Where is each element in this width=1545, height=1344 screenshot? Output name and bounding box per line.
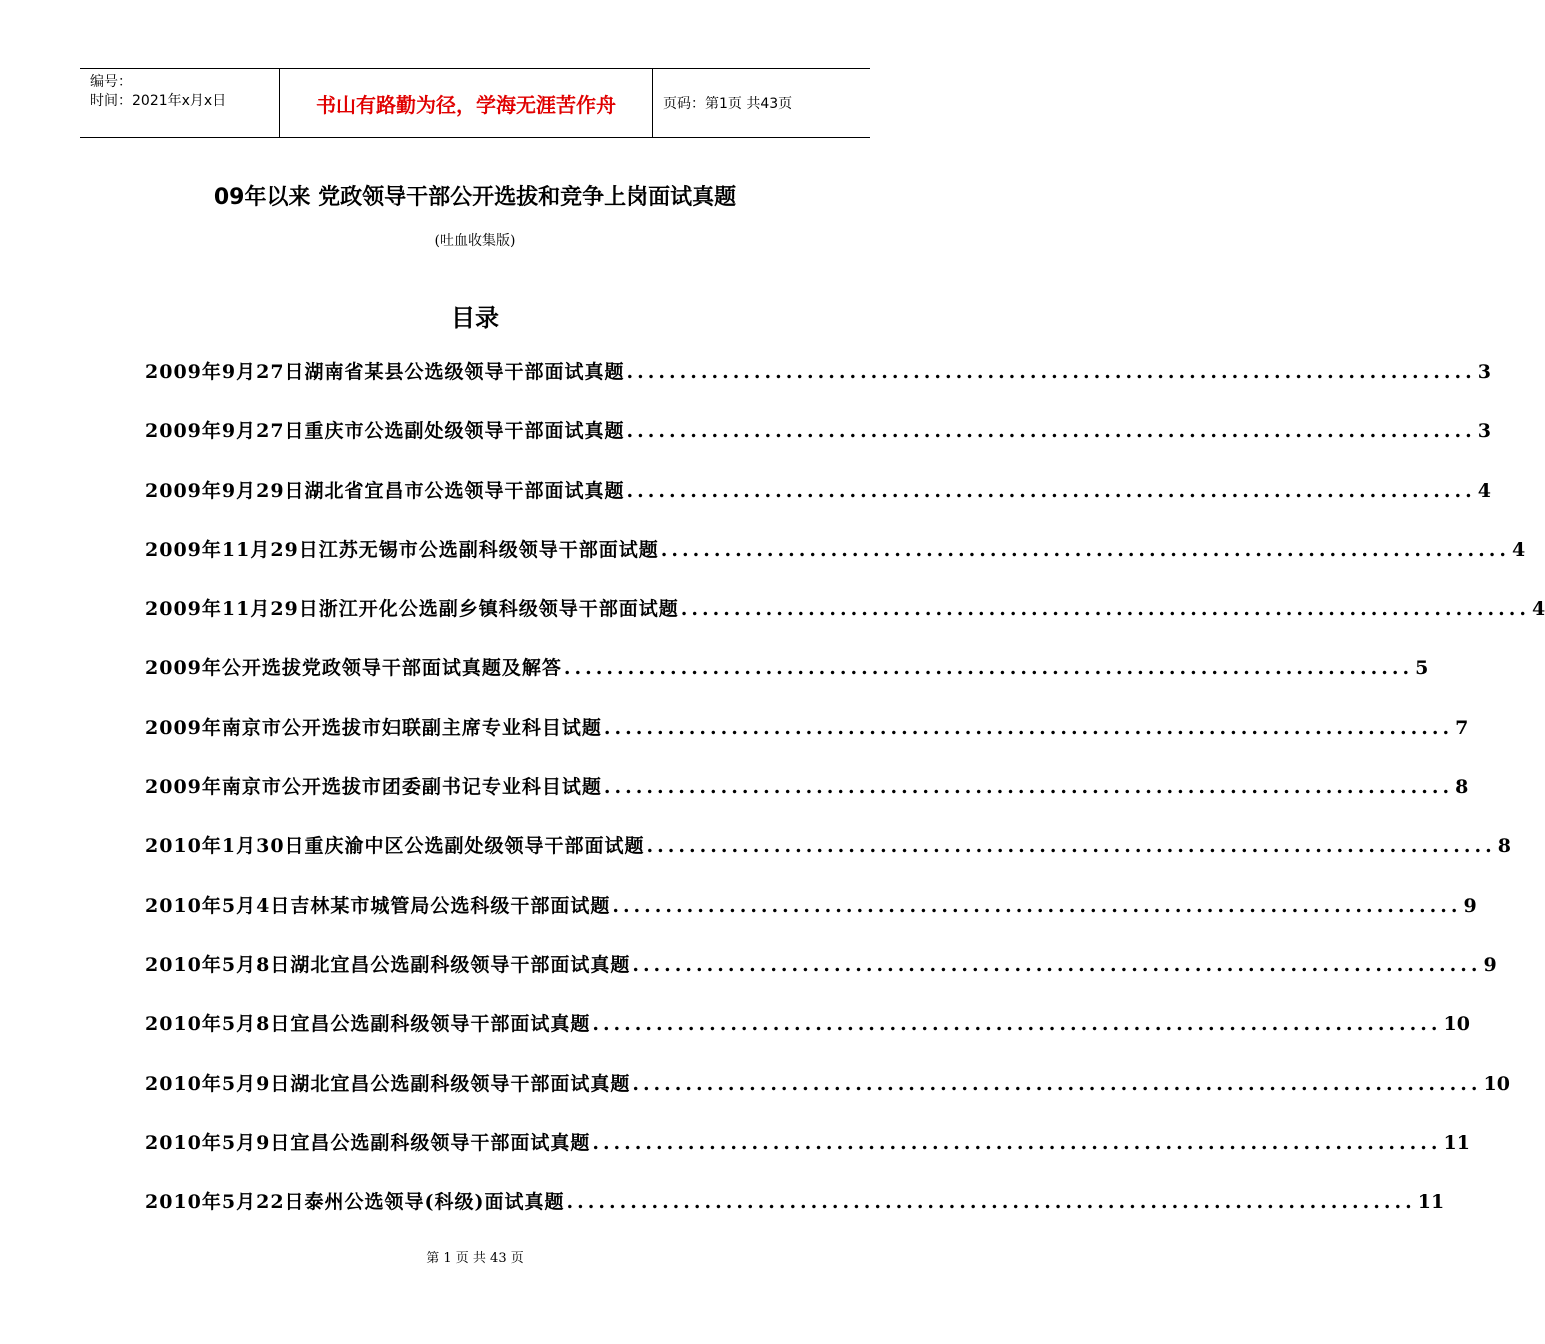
toc-entry-page: 8 (1455, 776, 1469, 799)
page-header (80, 68, 870, 138)
toc-entry[interactable] (145, 890, 1477, 949)
toc-entry[interactable] (145, 652, 1429, 711)
toc-entry[interactable] (145, 830, 1511, 889)
toc-entry-title: 2009年11月29日江苏无锡市公选副科级领导干部面试题 (145, 538, 659, 561)
table-of-contents (145, 356, 1545, 1245)
toc-leader-dots: ................................................................................ (680, 598, 1530, 621)
toc-entry-title: 2009年9月27日重庆市公选副处级领导干部面试真题 (145, 420, 625, 443)
toc-entry[interactable] (145, 475, 1491, 534)
time-label: 时间：2021年x月x日 (90, 93, 227, 109)
toc-entry-title: 2010年5月9日宜昌公选副科级领导干部面试真题 (145, 1131, 591, 1154)
toc-entry-title: 2009年9月29日湖北省宜昌市公选领导干部面试真题 (145, 479, 625, 502)
toc-entry-page: 4 (1511, 538, 1526, 561)
toc-entry-title: 2009年11月29日浙江开化公选副乡镇科级领导干部面试题 (145, 598, 679, 621)
toc-entry-title: 2009年9月27日湖南省某县公选级领导干部面试真题 (145, 361, 625, 383)
toc-entry[interactable] (145, 356, 1491, 415)
toc-entry[interactable] (145, 1186, 1445, 1245)
toc-entry-title: 2010年5月22日泰州公选领导(科级)面试真题 (145, 1191, 565, 1214)
toc-entry-page: 3 (1477, 420, 1491, 443)
toc-entry[interactable] (145, 1068, 1510, 1127)
toc-entry-page: 8 (1497, 835, 1511, 858)
toc-entry-title: 2010年1月30日重庆渝中区公选副处级领导干部面试题 (145, 835, 645, 858)
document-title: 09年以来 党政领导干部公开选拔和竞争上岗面试真题 (213, 185, 737, 210)
toc-leader-dots: ................................................................................ (632, 953, 1482, 976)
toc-leader-dots: ................................................................................ (603, 716, 1454, 739)
toc-entry-title: 2010年5月8日湖北宜昌公选副科级领导干部面试真题 (145, 953, 631, 976)
toc-leader-dots: ................................................................................ (612, 894, 1462, 917)
toc-entry-page: 3 (1477, 361, 1491, 383)
toc-entry-page: 10 (1483, 1072, 1510, 1095)
toc-entry-title: 2010年5月8日宜昌公选副科级领导干部面试真题 (145, 1013, 591, 1036)
toc-entry-page: 9 (1463, 894, 1477, 917)
toc-entry-page: 11 (1417, 1191, 1445, 1214)
toc-entry-title: 2009年南京市公开选拔市团委副书记专业科目试题 (145, 776, 602, 799)
toc-leader-dots: ................................................................................ (632, 1072, 1482, 1095)
toc-leader-dots: ................................................................................ (563, 657, 1414, 680)
toc-leader-dots: ................................................................................ (626, 420, 1476, 443)
toc-leader-dots: ................................................................................ (646, 835, 1496, 858)
toc-entry[interactable] (145, 949, 1497, 1008)
toc-entry-page: 11 (1443, 1131, 1470, 1154)
toc-leader-dots: ................................................................................ (626, 479, 1476, 502)
toc-leader-dots: ................................................................................ (592, 1131, 1442, 1154)
header-page-info: 页码：第1页 共43页 (663, 96, 793, 112)
toc-entry[interactable] (145, 712, 1469, 771)
toc-entry-title: 2010年5月9日湖北宜昌公选副科级领导干部面试真题 (145, 1072, 631, 1095)
toc-entry[interactable] (145, 593, 1545, 652)
toc-leader-dots: ................................................................................ (660, 538, 1510, 561)
toc-entry[interactable] (145, 1008, 1470, 1067)
toc-leader-dots: ................................................................................ (592, 1013, 1442, 1036)
toc-entry[interactable] (145, 415, 1491, 474)
toc-entry-page: 9 (1483, 953, 1497, 976)
document-subtitle: (吐血收集版) (434, 233, 516, 249)
toc-leader-dots: ................................................................................ (603, 776, 1454, 799)
toc-entry-page: 10 (1443, 1013, 1470, 1036)
toc-entry-page: 4 (1477, 479, 1491, 502)
toc-heading: 目录 (451, 304, 499, 332)
toc-entry[interactable] (145, 1127, 1470, 1186)
page-footer: 第 1 页 共 43 页 (426, 1251, 524, 1266)
toc-entry-page: 5 (1415, 657, 1429, 680)
header-meta (80, 69, 280, 137)
header-motto: 书山有路勤为径，学海无涯苦作舟 (280, 69, 653, 137)
toc-entry[interactable] (145, 771, 1469, 830)
toc-entry-title: 2009年南京市公开选拔市妇联副主席专业科目试题 (145, 716, 602, 739)
toc-leader-dots: ................................................................................ (626, 361, 1476, 383)
toc-entry-page: 4 (1531, 598, 1545, 621)
toc-entry-title: 2010年5月4日吉林某市城管局公选科级干部面试题 (145, 894, 611, 917)
toc-entry-page: 7 (1455, 716, 1469, 739)
toc-leader-dots: ................................................................................ (566, 1191, 1416, 1214)
toc-entry[interactable] (145, 534, 1526, 593)
toc-entry-title: 2009年公开选拔党政领导干部面试真题及解答 (145, 657, 562, 680)
number-label: 编号： (90, 74, 132, 90)
